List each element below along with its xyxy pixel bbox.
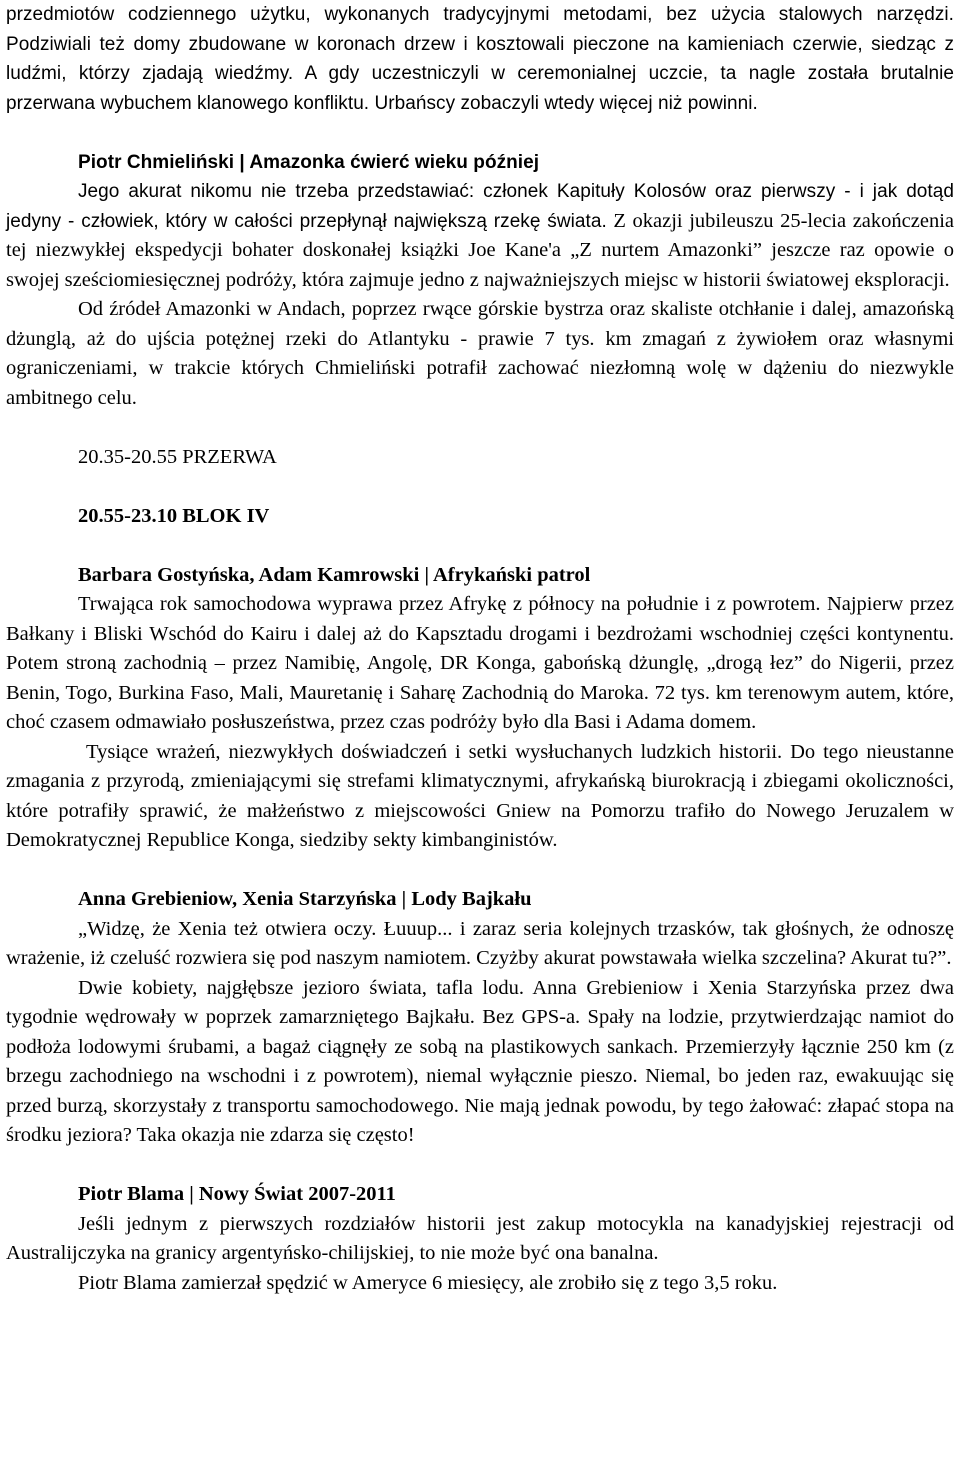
blama-paragraph-2: Piotr Blama zamierzał spędzić w Ameryce 6 miesięcy, ale zrobiło się z tego 3,5 roku. xyxy=(78,1271,778,1294)
gostynska-paragraph-2: Tysiące wrażeń, niezwykłych doświadczeń i setki wysłuchanych ludzkich historii. Do tego nieustanne zmagania z przyrodą, zmieniającymi się strefami klimatycznymi, afrykańską biurokracją i zbiegami okoliczności, które potrafiły sprawić, że małżeństwo z miejscowości Gniew na Pomorzu trafiło do Nowego Jeruzalem w Demokratycznej Republice Konga, siedziby sekty kimbanginistów. xyxy=(6,740,954,851)
grebieniow-paragraph-1: „Widzę, że Xenia też otwiera oczy. Łuuup... i zaraz seria kolejnych trzasków, tak głośnych, że odnoszę wrażenie, iż czeluść rozwiera się pod naszym namiotem. Czyżby akurat powstawała wielka szczelina? Akurat tu?”. xyxy=(6,917,954,969)
chmielinski-paragraph-2: Od źródeł Amazonki w Andach, poprzez rwące górskie bystrza oraz skaliste otchłanie i dalej, amazońską dżunglą, aż do ujścia potężnej rzeki do Atlantyku - prawie 7 tys. km zmagań z żywiołem oraz własnymi ograniczeniami, w trakcie których Chmieliński potrafił zachować niezłomną wolę w dążeniu do niezwykle ambitnego celu. xyxy=(6,298,954,409)
schedule-break: 20.35-20.55 PRZERWA xyxy=(78,445,277,468)
section-heading-gostynska: Barbara Gostyńska, Adam Kamrowski | Afrykański patrol xyxy=(78,563,591,586)
grebieniow-paragraph-2: Dwie kobiety, najgłębsze jezioro świata, tafla lodu. Anna Grebieniow i Xenia Starzyńska przez dwa tygodnie wędrowały w poprzek zamarzniętego Bajkału. Bez GPS-a. Spały na lodzie, przytwierdzając namiot do podłoża lodowymi śrubami, a bagaż ciągnęły ze sobą na plastikowych sankach. Przemierzyły łącznie 250 km (z brzegu zachodniego na wschodni i z powrotem), niemal wyłącznie pieszo. Niemal, bo jeden raz, ewakuując się przed burzą, skorzystały z transportu samochodowego. Nie mają jednak powodu, by tego żałować: złapać stopa na środku jeziora? Taka okazja nie zdarza się często! xyxy=(6,976,954,1146)
chmielinski-paragraph-1 xyxy=(6,177,954,295)
blama-paragraph-1: Jeśli jednym z pierwszych rozdziałów historii jest zakup motocykla na kanadyjskiej rejestracji od Australijczyka na granicy argentyńsko-chilijskiej, to nie może być ona banalna. xyxy=(6,1212,954,1264)
spacer xyxy=(6,856,954,886)
chmielinski-paragraph-1-serif: Z okazji jubileuszu 25-lecia zakończenia tej niezwykłej ekspedycji bohater doskonałej książki Joe Kane'a „Z nurtem Amazonki” jeszcze raz opowie o swojej sześciomiesięcznej podróży, która zajmuje jedno z najważniejszych miejsc w historii światowej eksploracji. xyxy=(6,209,954,291)
document-page xyxy=(6,0,954,1298)
spacer xyxy=(6,531,954,561)
chmielinski-paragraph-1-sans: Jego akurat nikomu nie trzeba przedstawiać: członek Kapituły Kolosów oraz pierwszy - i jak dotąd jedyny - człowiek, który w całości przepłynął największą rzekę świata. xyxy=(6,181,954,232)
section-heading-chmielinski: Piotr Chmieliński | Amazonka ćwierć wieku później xyxy=(78,151,540,173)
gostynska-paragraph-1: Trwająca rok samochodowa wyprawa przez Afrykę z północy na południe i z powrotem. Najpierw przez Bałkany i Bliski Wschód do Kairu i dalej aż do Kapsztadu drogami i bezdrożami wschodniej części kontynentu. Potem stroną zachodnią – przez Namibię, Angolę, DR Konga, gabońską dżunglę, „drogą łez” do Nigerii, przez Benin, Togo, Burkina Faso, Mali, Mauretanię i Saharę Zachodnią do Maroka. 72 tys. km terenowym autem, które, choć czasem odmawiało posłuszeństwa, przez czas podróży było dla Basi i Adama domem. xyxy=(6,593,954,733)
spacer xyxy=(6,118,954,148)
section-heading-blama: Piotr Blama | Nowy Świat 2007-2011 xyxy=(78,1183,396,1205)
spacer xyxy=(6,413,954,443)
spacer xyxy=(6,1151,954,1181)
spacer xyxy=(6,472,954,502)
section-heading-grebieniow: Anna Grebieniow, Xenia Starzyńska | Lody Bajkału xyxy=(78,888,532,910)
schedule-block: 20.55-23.10 BLOK IV xyxy=(78,504,270,527)
intro-paragraph: przedmiotów codziennego użytku, wykonanych tradycyjnymi metodami, bez użycia stalowych narzędzi. Podziwiali też domy zbudowane w koronach drzew i kosztowali pieczone na kamieniach czerwie, siedząc z ludźmi, którzy zjadają wiedźmy. A gdy uczestniczyli w ceremonialnej uczcie, ta nagle została brutalnie przerwana wybuchem klanowego konfliktu. Urbańscy zobaczyli wtedy więcej niż powinni. xyxy=(6,4,954,114)
